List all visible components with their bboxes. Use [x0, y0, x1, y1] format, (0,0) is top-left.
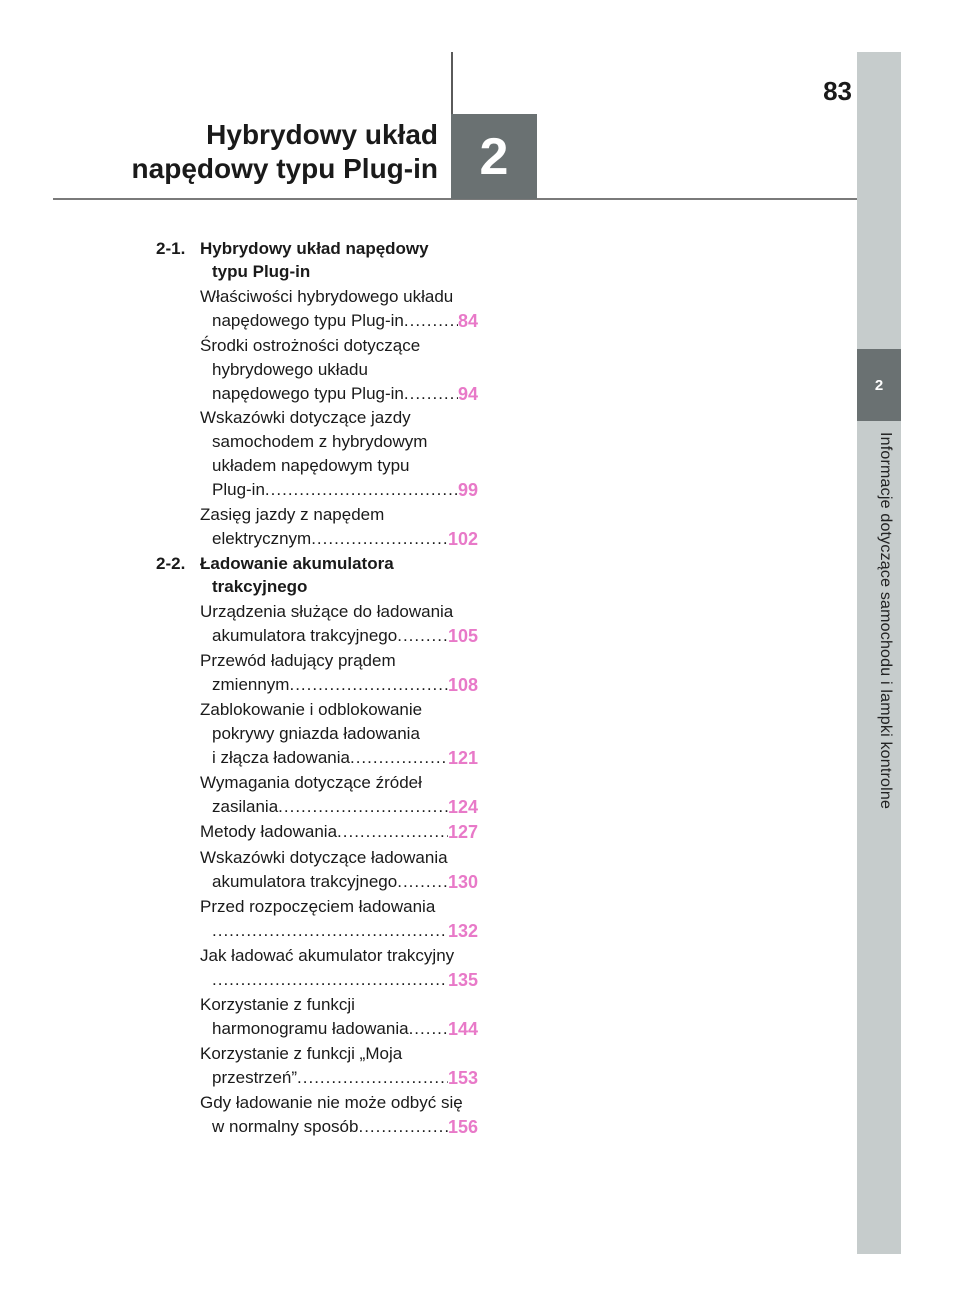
chapter-number-box: 2	[451, 114, 537, 199]
entry-text: akumulatora trakcyjnego	[212, 872, 398, 891]
page-link[interactable]: 135	[447, 970, 478, 990]
section-number: 2-1.	[156, 239, 186, 258]
toc-entry[interactable]	[200, 993, 478, 1041]
section-title-line: trakcyjnego	[212, 577, 308, 596]
page-link[interactable]: 156	[447, 1117, 478, 1137]
entry-text: Metody ładowania	[200, 822, 338, 841]
page-link[interactable]: 84	[457, 311, 478, 331]
toc-entry[interactable]	[200, 771, 478, 819]
toc-entry[interactable]	[200, 820, 478, 844]
leader-dots	[337, 820, 448, 844]
chapter-title-line-1: Hybrydowy układ	[206, 119, 438, 150]
toc-entry[interactable]	[200, 1042, 478, 1090]
page-link[interactable]: 94	[457, 384, 478, 404]
entry-text: akumulatora trakcyjnego	[212, 626, 398, 645]
leader-dots	[397, 624, 448, 648]
toc-entry[interactable]	[200, 698, 478, 770]
entry-text: Właściwości hybrydowego układu	[200, 287, 454, 306]
chapter-title-line-2: napędowy typu Plug-in	[131, 153, 438, 184]
entry-text: samochodem z hybrydowym	[212, 432, 428, 451]
leader-dots	[212, 968, 448, 992]
page-link[interactable]: 127	[447, 822, 478, 842]
entry-text: napędowego typu Plug-in	[212, 384, 404, 403]
leader-dots	[358, 1115, 447, 1139]
entry-text: Zasięg jazdy z napędem	[200, 505, 385, 524]
entry-text: i złącza ładowania	[212, 748, 350, 767]
entry-text: Gdy ładowanie nie może odbyć się	[200, 1093, 463, 1112]
chapter-title	[120, 118, 438, 186]
entry-text: harmonogramu ładowania	[212, 1019, 409, 1038]
toc-entry[interactable]	[200, 600, 478, 648]
leader-dots	[212, 919, 448, 943]
entry-text: układem napędowym typu	[212, 456, 410, 475]
section-title	[200, 552, 486, 598]
toc-entry[interactable]	[200, 406, 478, 502]
side-chapter-label: Informacje dotyczące samochodu i lampki kontrolne	[877, 432, 894, 810]
leader-dots	[404, 382, 458, 406]
page-link[interactable]: 153	[447, 1068, 478, 1088]
leader-dots	[265, 478, 458, 502]
leader-dots	[350, 746, 448, 770]
leader-dots	[397, 870, 448, 894]
toc-section-2-2	[156, 552, 486, 598]
page-link[interactable]: 124	[447, 797, 478, 817]
entry-text: Przewód ładujący prądem	[200, 651, 396, 670]
entry-text: elektrycznym	[212, 529, 312, 548]
entry-text: Zablokowanie i odblokowanie	[200, 700, 423, 719]
entry-text: Plug-in	[212, 480, 265, 499]
page-link[interactable]: 132	[447, 921, 478, 941]
entry-text: Przed rozpoczęciem ładowania	[200, 897, 436, 916]
toc-section-2-1	[156, 237, 486, 283]
toc-entry[interactable]	[200, 503, 478, 551]
entry-text: w normalny sposób	[212, 1117, 359, 1136]
entry-text: Wymagania dotyczące źródeł	[200, 773, 422, 792]
leader-dots	[409, 1017, 448, 1041]
section-title	[200, 237, 486, 283]
entry-text: hybrydowego układu	[212, 360, 368, 379]
entry-text: Urządzenia służące do ładowania	[200, 602, 454, 621]
toc-entry[interactable]	[200, 944, 478, 992]
page-link[interactable]: 99	[457, 480, 478, 500]
toc-entry[interactable]	[200, 649, 478, 697]
page-link[interactable]: 102	[447, 529, 478, 549]
page-link[interactable]: 144	[447, 1019, 478, 1039]
toc-entry[interactable]	[200, 1091, 478, 1139]
page-number: 83	[823, 76, 852, 106]
side-chapter-tab[interactable]: 2	[857, 349, 901, 421]
entry-text: Korzystanie z funkcji	[200, 995, 355, 1014]
section-number: 2-2.	[156, 554, 186, 573]
toc-entry[interactable]	[200, 895, 478, 943]
toc-entry[interactable]	[200, 846, 478, 894]
toc-entry[interactable]	[200, 334, 478, 406]
leader-dots	[289, 673, 447, 697]
entry-text: napędowego typu Plug-in	[212, 311, 404, 330]
entry-text: pokrywy gniazda ładowania	[212, 724, 420, 743]
leader-dots	[311, 527, 448, 551]
leader-dots	[404, 309, 458, 333]
entry-text: przestrzeń”	[212, 1068, 298, 1087]
section-title-line: typu Plug-in	[212, 262, 311, 281]
page-link[interactable]: 130	[447, 872, 478, 892]
section-title-line: Ładowanie akumulatora	[200, 554, 394, 573]
toc-entry[interactable]	[200, 285, 478, 333]
entry-text: zasilania	[212, 797, 279, 816]
entry-text: Korzystanie z funkcji „Moja	[200, 1044, 403, 1063]
section-title-line: Hybrydowy układ napędowy	[200, 239, 429, 258]
leader-dots	[297, 1066, 448, 1090]
leader-dots	[278, 795, 448, 819]
page-link[interactable]: 105	[447, 626, 478, 646]
entry-text: Środki ostrożności dotyczące	[200, 336, 421, 355]
page-link[interactable]: 121	[447, 748, 478, 768]
page-link[interactable]: 108	[447, 675, 478, 695]
entry-text: zmiennym	[212, 675, 290, 694]
entry-text: Jak ładować akumulator trakcyjny	[200, 946, 455, 965]
entry-text: Wskazówki dotyczące jazdy	[200, 408, 411, 427]
entry-text: Wskazówki dotyczące ładowania	[200, 848, 448, 867]
